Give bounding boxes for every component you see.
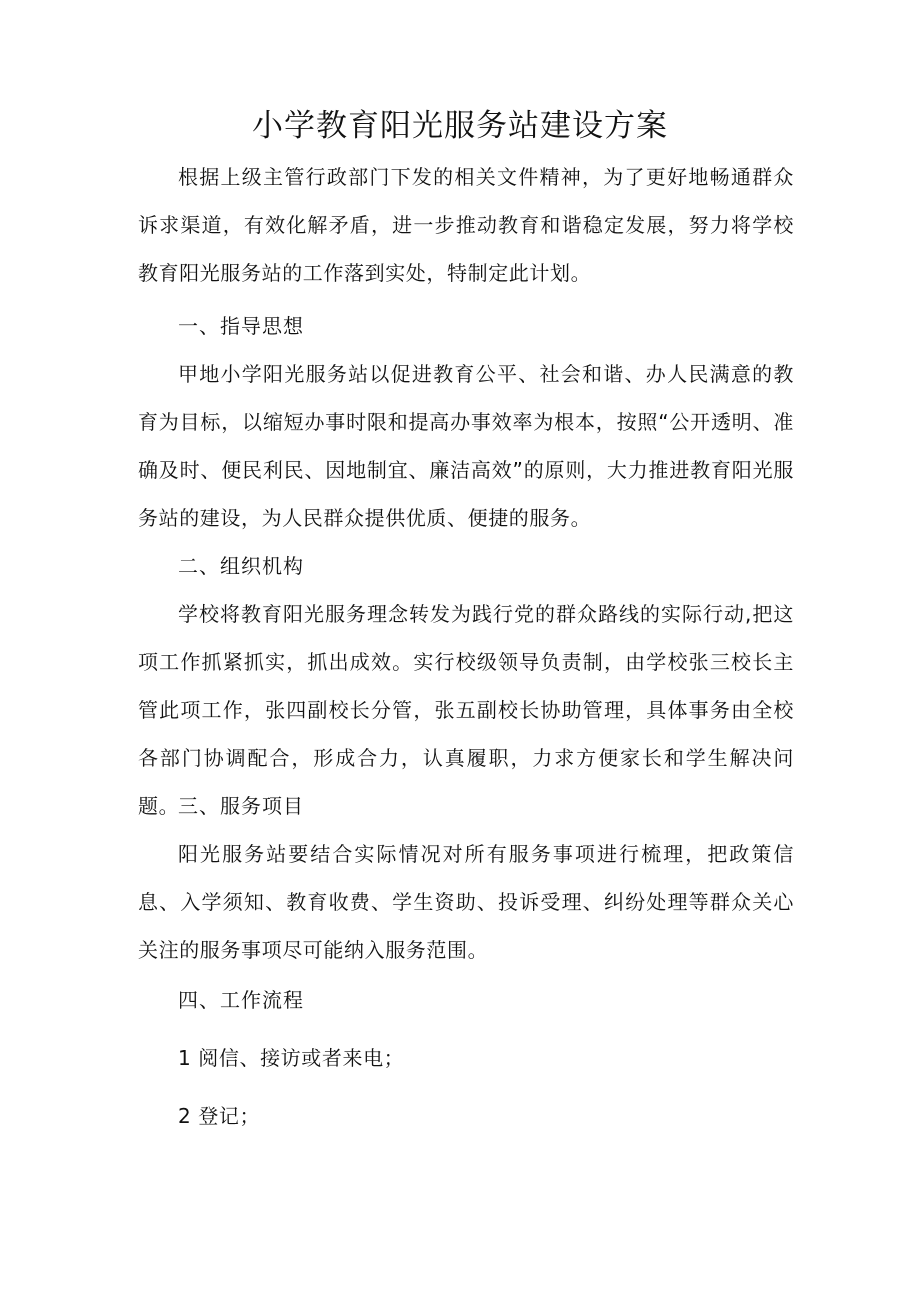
workflow-step: 1 阅信、接访或者来电； (178, 1046, 405, 1070)
section-heading-guiding-ideology: 一、指导思想 (178, 314, 304, 338)
section-body-organization: 学校将教育阳光服务理念转发为践行党的群众路线的实际行动,把这项工作抓紧抓实，抓出成效。实行校级领导负责制，由学校张三校长主管此项工作，张四副校长分管，张五副校长协助管理，具体事务由全校各部门协调配合，形成合力，认真履职，力求方便家长和学生解决问题。 (138, 602, 794, 818)
section-body-guiding-ideology: 甲地小学阳光服务站以促进教育公平、社会和谐、办人民满意的教育为目标，以缩短办事时限和提高办事效率为根本，按照“公开透明、准确及时、便民利民、因地制宜、廉洁高效”的原则，大力推进教育阳光服务站的建设，为人民群众提供优质、便捷的服务。 (138, 362, 794, 530)
intro-paragraph: 根据上级主管行政部门下发的相关文件精神，为了更好地畅通群众诉求渠道，有效化解矛盾，进一步推动教育和谐稳定发展，努力将学校教育阳光服务站的工作落到实处，特制定此计划。 (138, 165, 794, 285)
workflow-step: 2 登记； (178, 1104, 261, 1128)
section-body-service-items: 阳光服务站要结合实际情况对所有服务事项进行梳理，把政策信息、入学须知、教育收费、学生资助、投诉受理、纠纷处理等群众关心关注的服务事项尽可能纳入服务范围。 (138, 842, 794, 962)
document-title: 小学教育阳光服务站建设方案 (252, 108, 668, 144)
section-heading-service-items: 三、服务项目 (178, 794, 304, 818)
section-heading-workflow: 四、工作流程 (178, 988, 304, 1012)
section-heading-organization: 二、组织机构 (178, 554, 304, 578)
